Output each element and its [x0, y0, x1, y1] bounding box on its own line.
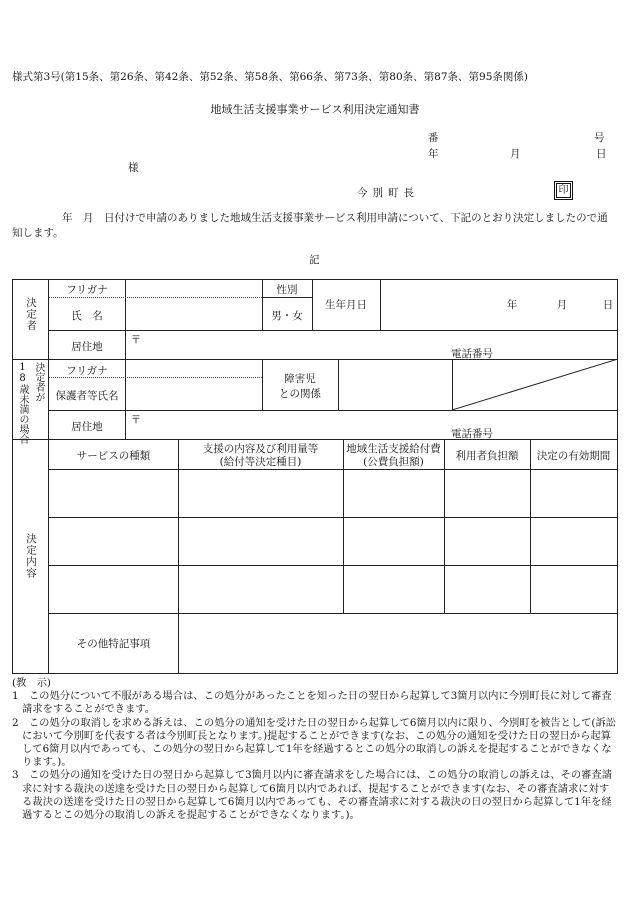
relation-label-line2: との関係: [279, 388, 321, 400]
form-reference: 様式第3号(第15条、第26条、第42条、第52条、第58条、第66条、第73条、第80条、第87条、第95条関係): [12, 71, 528, 83]
intro-text: 年 月 日付けで申請のありました地域生活支援事業サービス利用申請について、下記のとおり決定しましたので通知します。: [12, 212, 608, 239]
note-item: 1 この処分について不服がある場合は、この処分があったことを知った日の翌日から起算して3箇月以内に今別町長に対して審査請求をすることができます。: [12, 690, 612, 716]
birth-month-label: 月: [556, 299, 568, 311]
relation-label-line1: 障害児: [284, 373, 316, 385]
date-month-label: 月: [510, 148, 521, 160]
phone-label: 電話番号: [451, 348, 493, 360]
benefit-header-line2: (公費負担額): [363, 456, 424, 468]
birth-label: 生年月日: [325, 299, 367, 311]
user-share-header: 利用者負担額: [455, 450, 519, 462]
minor-label-col1: 決定者が: [33, 362, 44, 402]
guardian-phone-label: 電話番号: [451, 428, 493, 440]
issuer-name: 今別町長: [357, 187, 419, 199]
guardian-furigana-label: フリガナ: [66, 365, 108, 377]
minor-label-col2: 18歳未満の場合: [17, 362, 28, 444]
validity-header: 決定の有効期間: [536, 450, 611, 462]
recipient-suffix: 様: [128, 162, 139, 174]
service-type-header: サービスの種類: [76, 450, 151, 462]
sex-label: 性別: [276, 284, 298, 296]
notes-heading: (教 示): [12, 677, 51, 689]
guardian-name-label: 保護者等氏名: [55, 390, 119, 402]
decided-person-label: 決定者: [25, 297, 37, 332]
note-item: 3 この処分の通知を受けた日の翌日から起算して3箇月以内に審査請求をした場合には、この処分の取消しの訴えは、その審査請求に対する裁決の送達を受けた日の翌日から起算して6箇月以内であれば、提起することができます(なお、その審査請求に対する裁決の送達を受けた日の翌日から起算して6箇月以内であっても、その審査請求に対する裁決の日の翌日から起算して1年を経過するとこの処分の取消しの訴えを提起することができなくなります。)。: [12, 769, 613, 822]
sex-options: 男・女: [271, 310, 303, 322]
birth-day-label: 日: [602, 299, 614, 311]
number-suffix: 号: [594, 132, 605, 144]
decision-form-table: [12, 279, 618, 674]
furigana-label: フリガナ: [66, 284, 108, 296]
note-item: 2 この処分の取消しを求める訴えは、この処分の通知を受けた日の翌日から起算して6箇月以内に限り、今別町を被告として(訴訟において今別町を代表する者は今別町長となります。)提起することができます(なお、この処分の通知を受けた日の翌日から起算して6箇月以内であっても、この処分の翌日から起算して1年を経過するとこの処分の取消しの訴えを提起することができなくなります。)。: [12, 716, 617, 769]
support-header-line1: 支援の内容及び利用量等: [202, 443, 319, 455]
ki-heading: 記: [309, 254, 320, 266]
birth-year-label: 年: [506, 299, 518, 311]
seal-mark: 印: [556, 183, 571, 198]
decision-label: 決定内容: [25, 533, 37, 579]
instructions-section: [12, 677, 618, 822]
date-day-label: 日: [596, 148, 607, 160]
date-year-label: 年: [428, 148, 439, 160]
document-title: 地域生活支援事業サービス利用決定通知書: [210, 103, 420, 116]
other-notes-label: その他特記事項: [76, 638, 151, 650]
support-header-line2: (給付等決定種目): [219, 456, 302, 468]
number-label: 番: [428, 132, 439, 144]
diagonal-strike: [452, 359, 618, 410]
address-label: 居住地: [71, 341, 103, 353]
guardian-postal-mark: 〒: [130, 414, 142, 426]
name-label: 氏 名: [71, 310, 103, 322]
benefit-header-line1: 地域生活支援給付費: [346, 443, 441, 455]
guardian-address-label: 居住地: [71, 421, 103, 433]
postal-mark: 〒: [130, 334, 142, 346]
